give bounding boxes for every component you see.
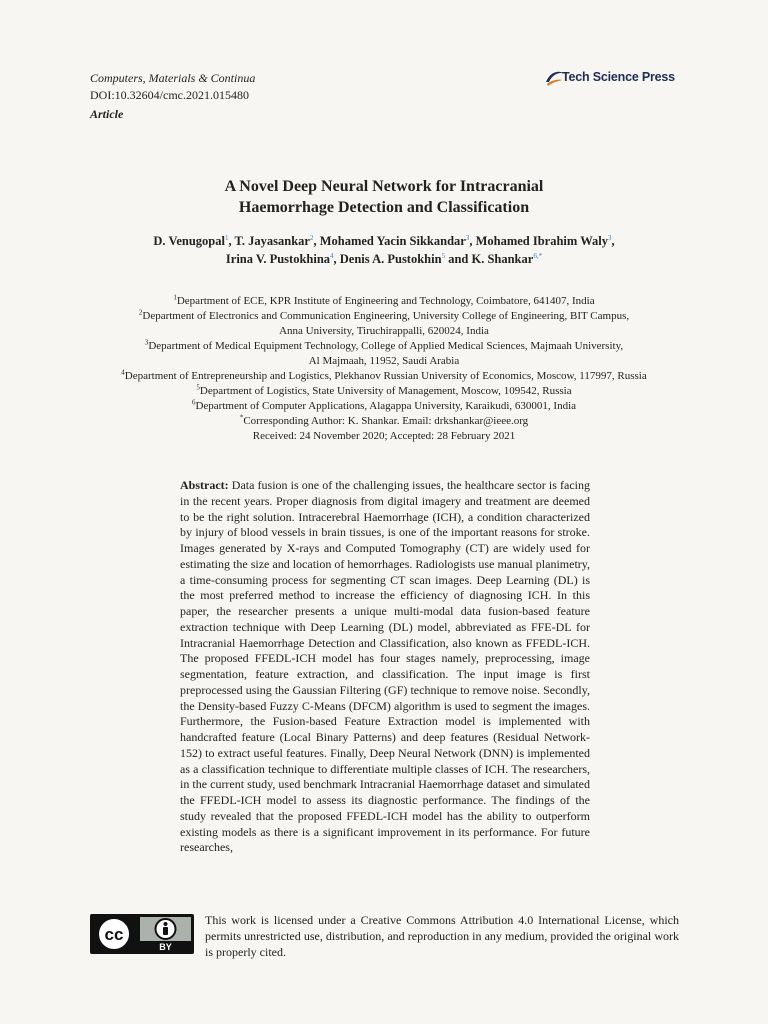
author-line-2 — [84, 250, 684, 268]
author-name: Mohamed Ibrahim Waly — [475, 234, 608, 248]
article-type: Article — [90, 107, 124, 121]
author-affil-mark[interactable]: 1 — [224, 233, 229, 242]
attribution-person-icon — [156, 919, 176, 939]
article-title — [120, 176, 648, 218]
author-and: and — [448, 252, 469, 266]
author-sep: , — [313, 234, 317, 248]
abstract-text: Data fusion is one of the challenging issues, the healthcare sector is facing in the recent years. Proper diagnosis from digital imagery and treatment are deemed to be the right solution. Intracerebral Haemorrhage (ICH), a condition characterized by injury of blood vessels in brain tissues, is one of the important reasons for stroke. Images generated by X-rays and Computed Tomography (CT) are widely used for estimating the size and location of hemorrhages. Radiologists use manual planimetry, a time-consuming process for segmenting CT scan images. Deep Learning (DL) is the most preferred method to increase the efficiency of diagnosing ICH. In this paper, the researcher presents a unique multi-modal data fusion-based feature extraction technique with Deep Learning (DL) model, abbreviated as FFE-DL for Intracranial Haemorrhage Detection and Classification, also known as FFEDL-ICH. The proposed FFEDL-ICH model has four stages namely, preprocessing, image segmentation, feature extraction, and classification. The input image is first preprocessed using the Gaussian Filtering (GF) technique to remove noise. Secondly, the Density-based Fuzzy C-Means (DFCM) algorithm is used to segment the images. Furthermore, the Fusion-based Feature Extraction model is implemented with handcrafted feature (Local Binary Patterns) and deep features (Residual Network-152) to extract useful features. Finally, Deep Neural Network (DNN) is implemented as a classification technique to differentiate multiple classes of ICH. The researchers, in the current study, used benchmark Intracranial Haemorrhage dataset and simulated the FFEDL-ICH model to assess its diagnostic performance. The findings of the study revealed that the proposed FFEDL-ICH model has the ability to outperform existing models as there is a significant improvement in its performance. For future researches, — [180, 478, 591, 855]
author-sep: , — [228, 234, 232, 248]
affiliation-continuation: Anna University, Tiruchirappalli, 620024, India — [279, 325, 489, 337]
author-affil-mark[interactable]: 3 — [607, 233, 612, 242]
affiliation-item — [60, 309, 708, 324]
affiliation-item — [60, 339, 708, 354]
corresponding-text[interactable]: Corresponding Author: K. Shankar. Email: drkshankar@ieee.org — [243, 415, 529, 427]
author-name: T. Jayasankar — [234, 234, 310, 248]
affiliation-item — [60, 369, 708, 384]
abstract — [180, 478, 590, 856]
license-text: This work is licensed under a Creative Commons Attribution 4.0 International License, which permits unrestricted use, distribution, and reproduction in any medium, provided the original work is properly cited. — [205, 913, 679, 959]
affiliation-text: Department of ECE, KPR Institute of Engineering and Technology, Coimbatore, 641407, India — [176, 295, 595, 307]
affiliation-text: Department of Electronics and Communication Engineering, University College of Engineering, BIT Campus, — [142, 310, 630, 322]
affiliation-text: Department of Medical Equipment Technology, College of Applied Medical Sciences, Majmaah University, — [148, 340, 624, 352]
affiliation-number: 6 — [191, 398, 196, 407]
author-list — [84, 232, 684, 268]
author-sep: , — [469, 234, 473, 248]
affiliation-number: 5 — [196, 383, 200, 392]
creative-commons-icon — [98, 918, 130, 950]
author-name: D. Venugopal — [153, 234, 225, 248]
corresponding-author — [60, 414, 708, 429]
affiliation-continuation: Al Majmaah, 11952, Saudi Arabia — [308, 355, 460, 367]
author-line-1 — [84, 232, 684, 250]
author-affil-mark[interactable]: 3 — [465, 233, 470, 242]
title-line-1: A Novel Deep Neural Network for Intracranial — [224, 178, 544, 195]
author-sep: , — [611, 234, 615, 248]
author-name: Mohamed Yacin Sikkandar — [319, 234, 466, 248]
affiliation-number: 3 — [144, 338, 149, 347]
affiliation-text: Department of Logistics, State University of Management, Moscow, 109542, Russia — [199, 385, 572, 397]
cc-by-badge[interactable] — [90, 914, 194, 959]
author-name: Denis A. Pustokhin — [339, 252, 442, 266]
doi[interactable]: DOI:10.32604/cmc.2021.015480 — [90, 88, 249, 102]
affiliation-item — [60, 384, 708, 399]
publisher-name: Tech Science Press — [562, 70, 675, 84]
abstract-label: Abstract: — [180, 478, 229, 492]
by-label: BY — [159, 942, 172, 952]
affiliation-number: 2 — [138, 308, 143, 317]
author-affil-mark[interactable]: 4 — [330, 251, 334, 260]
author-affil-mark[interactable]: 6,* — [533, 251, 543, 260]
received-dates: Received: 24 November 2020; Accepted: 28 February 2021 — [252, 430, 516, 442]
corresponding-mark: * — [239, 413, 244, 422]
affiliation-text: Department of Computer Applications, Alagappa University, Karaikudi, 630001, India — [195, 400, 577, 412]
affiliation-item — [60, 399, 708, 414]
publisher-logo — [544, 68, 684, 90]
author-name: Irina V. Pustokhina — [225, 252, 331, 266]
author-sep: , — [333, 252, 337, 266]
affiliation-text: Department of Entrepreneurship and Logistics, Plekhanov Russian University of Economics, Moscow, 117997, Russia — [124, 370, 647, 382]
author-affil-mark[interactable]: 5 — [441, 251, 446, 260]
author-affil-mark[interactable]: 2 — [309, 233, 314, 242]
title-line-2: Haemorrhage Detection and Classification — [238, 199, 530, 216]
affiliation-list — [60, 294, 708, 444]
cc-label: cc — [104, 925, 124, 944]
affiliation-item — [60, 294, 708, 309]
author-name: K. Shankar — [471, 252, 534, 266]
affiliation-number: 4 — [121, 368, 125, 377]
affiliation-number: 1 — [173, 293, 177, 302]
journal-name: Computers, Materials & Continua — [90, 71, 256, 85]
